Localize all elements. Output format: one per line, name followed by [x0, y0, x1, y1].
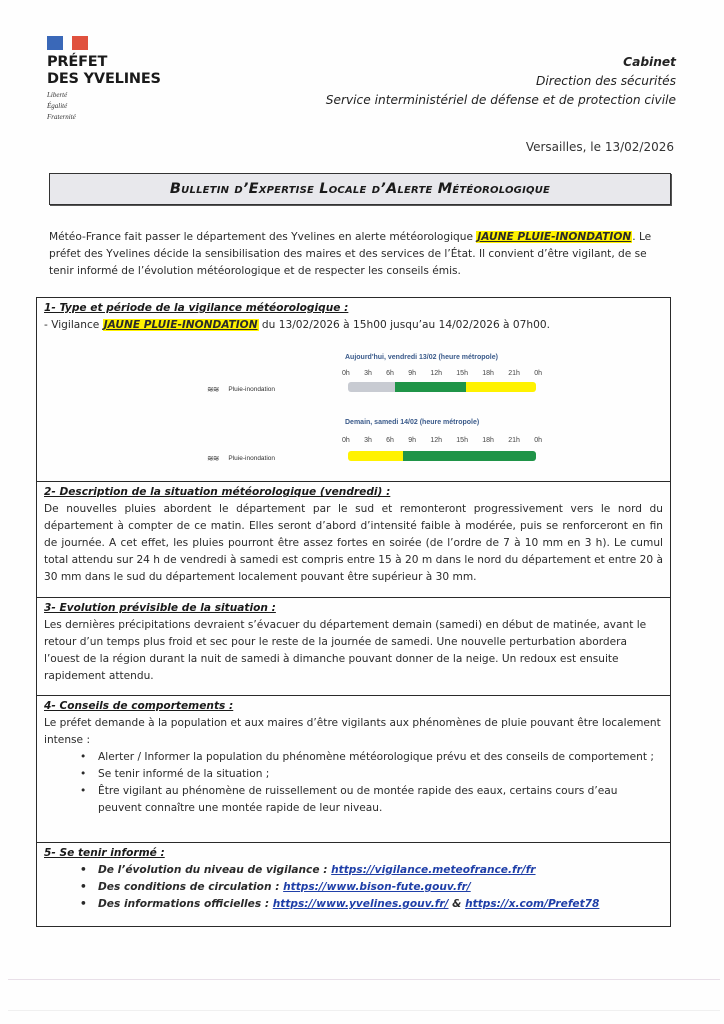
timeline-caption: Demain, samedi 14/02 (heure métropole): [345, 419, 480, 426]
section-4-title: 4- Conseils de comportements :: [44, 700, 234, 712]
tick: 3h: [364, 437, 372, 444]
footer-divider-faint: [8, 1010, 720, 1011]
segment-yellow: [466, 382, 537, 392]
segment-green: [403, 451, 536, 461]
section-behaviour-advice: [37, 696, 670, 843]
tick: 9h: [408, 437, 417, 444]
yvelines-gouv-link[interactable]: https://www.yvelines.gouv.fr/: [272, 898, 449, 910]
vigilance-bar: [348, 451, 536, 461]
section-2-title: 2- Description de la situation météorologique (vendredi) :: [44, 486, 391, 498]
tick: 15h: [456, 437, 468, 444]
bulletin-title: Bulletin d’Expertise Locale d’Alerte Météorologique: [169, 181, 551, 197]
tick: 0h: [342, 437, 350, 444]
vigilance-timeline-today: [207, 346, 542, 406]
direction-label: Direction des sécurités: [536, 74, 676, 88]
logo-line-1: PRÉFET: [47, 54, 108, 70]
motto-fraternite: Fraternité: [47, 113, 76, 121]
vigilance-level-highlight: JAUNE PLUIE-INONDATION: [103, 319, 258, 331]
tick: 21h: [508, 370, 520, 377]
tick: 18h: [482, 437, 494, 444]
intro-text-start: Météo-France fait passer le département des Yvelines en alerte météorologique: [49, 231, 477, 243]
phenomenon-label: [207, 381, 275, 398]
motto-liberte: Liberté: [47, 91, 68, 99]
advice-item: • Alerter / Informer la population du phénomène météorologique prévu et des conseils de comportement ;: [80, 749, 663, 766]
alert-level-highlight: JAUNE PLUIE-INONDATION: [477, 231, 632, 243]
info-item-vigilance: [80, 862, 663, 879]
info-item-traffic: [80, 879, 663, 896]
tick: 3h: [364, 370, 372, 377]
timeline-caption: Aujourd'hui, vendredi 13/02 (heure métropole): [345, 354, 498, 361]
phenomenon-name: Pluie-inondation: [228, 386, 276, 393]
advice-intro: Le préfet demande à la population et aux maires d’être vigilants aux phénomènes de pluie pouvant être localement intense :: [44, 717, 661, 746]
document-date: Versailles, le 13/02/2026: [525, 140, 674, 154]
vigilance-bar: [348, 382, 536, 392]
section-situation-description: [37, 482, 670, 598]
tick: 6h: [386, 370, 394, 377]
phenomenon-name: Pluie-inondation: [228, 455, 276, 462]
motto-egalite: Égalité: [47, 102, 68, 110]
intro-text-end: . Le préfet des Yvelines décide la sensibilisation des maires et des services de l’État. Il convient d’être vigilant, de se tenir informé de l’évolution météorologique et de respecter les conseils émis.: [49, 231, 652, 277]
cabinet-label: Cabinet: [623, 55, 676, 69]
section-forecast-evolution: [37, 598, 670, 696]
tick: 9h: [408, 370, 417, 377]
footer-divider: [8, 979, 720, 980]
advice-item: • Se tenir informé de la situation ;: [80, 766, 663, 783]
bulletin-title-box: [49, 173, 671, 205]
intro-paragraph: [49, 229, 674, 280]
vigilance-timeline-tomorrow: [207, 411, 542, 471]
bulletin-sections: [36, 297, 671, 927]
vigilance-period: [44, 317, 663, 334]
advice-list: [44, 749, 663, 817]
issuing-department: [326, 53, 676, 110]
tick: 0h: [534, 437, 542, 444]
section-stay-informed: [37, 843, 670, 926]
segment-none: [348, 382, 395, 392]
prefecture-logo: [47, 36, 161, 121]
situation-text: De nouvelles pluies abordent le département par le sud et remonteront progressivement vers le nord du département à compter de ce matin. Elles seront d’abord d’intensité faible à modérée, puis se renforceront en fin de journée. A cet effet, les pluies pourront être assez fortes en soirée (de l’ordre de 7 à 10 mm en 3 h). Le cumul total attendu sur 24 h de vendredi à samedi est compris entre 15 à 20 m dans le nord du département et entre 20 à 30 mm dans le sud du département localement pouvant être supérieur à 30 mm.: [44, 503, 663, 583]
info-label: Des informations officielles :: [98, 898, 273, 910]
tick: 6h: [386, 437, 394, 444]
info-label: De l’évolution du niveau de vigilance :: [98, 864, 332, 876]
water-waves-icon: ≋≋: [207, 385, 219, 394]
advice-item: • Être vigilant au phénomène de ruissellement ou de montée rapide des eaux, certains cours d’eau peuvent connaître une montée rapide de leur niveau.: [80, 783, 663, 817]
link-separator: &: [448, 898, 466, 910]
tick: 0h: [342, 370, 350, 377]
tick: 12h: [430, 437, 442, 444]
info-label: Des conditions de circulation :: [98, 881, 284, 893]
section-vigilance-type: [37, 298, 670, 482]
logo-line-2: DES YVELINES: [47, 71, 161, 87]
section-5-title: 5- Se tenir informé :: [44, 847, 165, 859]
tick: 18h: [482, 370, 494, 377]
phenomenon-label: [207, 450, 275, 467]
service-label: Service interministériel de défense et de protection civile: [325, 93, 676, 107]
water-waves-icon: ≋≋: [207, 454, 219, 463]
tick: 15h: [456, 370, 468, 377]
x-prefet78-link[interactable]: https://x.com/Prefet78: [465, 898, 600, 910]
info-links-list: [44, 862, 663, 913]
section-1-title: 1- Type et période de la vigilance météorologique :: [44, 302, 349, 314]
section-3-title: 3- Evolution prévisible de la situation :: [44, 602, 276, 614]
vigilance-prefix: - Vigilance: [44, 319, 103, 331]
evolution-text: Les dernières précipitations devraient s’évacuer du département demain (samedi) en début de matinée, avant le retour d’un temps plus froid et sec pour le reste de la journée de samedi. Une nouvelle perturbation abordera l’ouest de la région durant la nuit de samedi à dimanche pouvant donner de la neige. Un redoux est ensuite rapidement attendu.: [44, 619, 647, 682]
meteofrance-link[interactable]: https://vigilance.meteofrance.fr/fr: [331, 864, 536, 876]
segment-green: [395, 382, 466, 392]
marianne-flag-icon: [47, 36, 161, 50]
tick: 0h: [534, 370, 542, 377]
tick: 21h: [508, 437, 520, 444]
info-item-official: [80, 896, 663, 913]
timeline-ticks: [342, 365, 542, 382]
vigilance-dates: du 13/02/2026 à 15h00 jusqu’au 14/02/2026 à 07h00.: [258, 319, 550, 331]
segment-yellow: [348, 451, 403, 461]
tick: 12h: [430, 370, 442, 377]
timeline-ticks: [342, 432, 542, 449]
bison-fute-link[interactable]: https://www.bison-fute.gouv.fr/: [283, 881, 471, 893]
